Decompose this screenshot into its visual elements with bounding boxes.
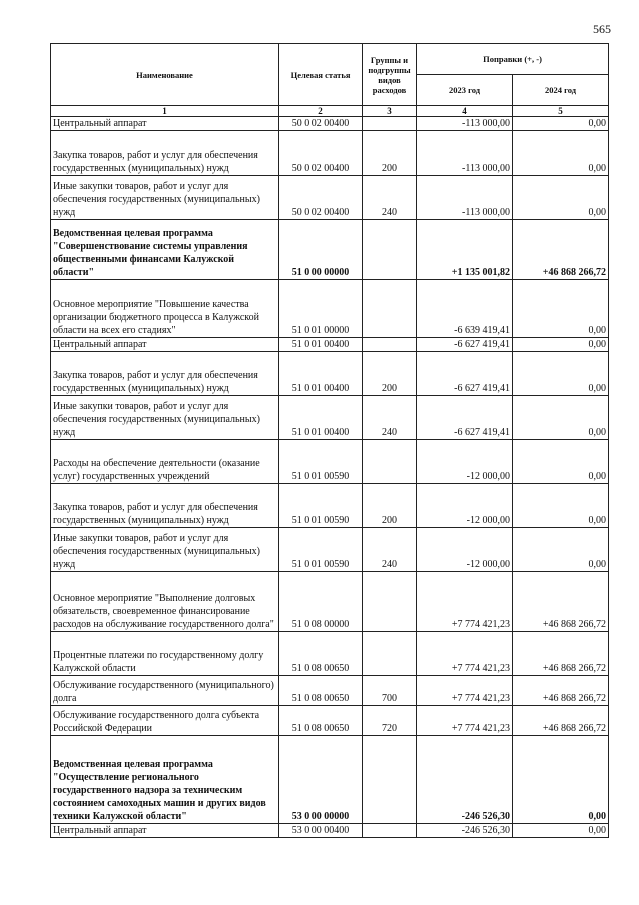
row-group <box>363 117 417 131</box>
row-name: Обслуживание государственного (муниципального) долга <box>51 676 279 706</box>
row-target-code: 50 0 02 00400 <box>279 131 363 176</box>
row-name: Центральный аппарат <box>51 117 279 131</box>
row-group <box>363 824 417 838</box>
row-amount-2023: -113 000,00 <box>417 176 513 220</box>
row-name: Ведомственная целевая программа "Осуществление регионального государственного надзора за техническим состоянием самоходных машин и других видов техники Калужской области" <box>51 736 279 824</box>
table-row <box>51 338 609 352</box>
table-row <box>51 440 609 484</box>
table-row <box>51 706 609 736</box>
row-name: Процентные платежи по государственному долгу Калужской области <box>51 632 279 676</box>
row-amount-2024: 0,00 <box>513 736 609 824</box>
row-amount-2024: 0,00 <box>513 352 609 396</box>
row-amount-2023: -12 000,00 <box>417 440 513 484</box>
column-number: 2 <box>279 106 363 117</box>
row-group <box>363 572 417 632</box>
row-target-code: 51 0 01 00590 <box>279 528 363 572</box>
table-row <box>51 280 609 338</box>
table-row <box>51 824 609 838</box>
row-name: Ведомственная целевая программа "Совершенствование системы управления общественными финансами Калужской области" <box>51 220 279 280</box>
row-amount-2023: -12 000,00 <box>417 484 513 528</box>
table-row <box>51 484 609 528</box>
table-row <box>51 352 609 396</box>
row-name: Центральный аппарат <box>51 824 279 838</box>
table-row <box>51 131 609 176</box>
row-amount-2023: -6 627 419,41 <box>417 352 513 396</box>
row-name: Основное мероприятие "Повышение качества организации бюджетного процесса в Калужской области на всех его стадиях" <box>51 280 279 338</box>
row-amount-2023: -6 627 419,41 <box>417 338 513 352</box>
row-group: 700 <box>363 676 417 706</box>
row-group <box>363 440 417 484</box>
row-group: 200 <box>363 352 417 396</box>
row-amount-2023: -246 526,30 <box>417 736 513 824</box>
column-number: 5 <box>513 106 609 117</box>
row-amount-2024: 0,00 <box>513 440 609 484</box>
row-group: 240 <box>363 176 417 220</box>
row-amount-2023: +7 774 421,23 <box>417 706 513 736</box>
row-target-code: 53 0 00 00000 <box>279 736 363 824</box>
row-amount-2024: 0,00 <box>513 176 609 220</box>
header-year-2024: 2024 год <box>513 75 609 106</box>
table-row <box>51 396 609 440</box>
column-number: 4 <box>417 106 513 117</box>
row-target-code: 51 0 08 00650 <box>279 706 363 736</box>
budget-amendments-table <box>50 43 609 838</box>
row-target-code: 50 0 02 00400 <box>279 117 363 131</box>
row-amount-2023: -113 000,00 <box>417 117 513 131</box>
row-name: Основное мероприятие "Выполнение долговых обязательств, своевременное финансирование расходов на обслуживание государственного долга" <box>51 572 279 632</box>
row-amount-2024: +46 868 266,72 <box>513 706 609 736</box>
row-amount-2023: -246 526,30 <box>417 824 513 838</box>
row-target-code: 51 0 01 00590 <box>279 484 363 528</box>
row-target-code: 51 0 00 00000 <box>279 220 363 280</box>
row-group <box>363 338 417 352</box>
table-row <box>51 676 609 706</box>
row-target-code: 51 0 08 00000 <box>279 572 363 632</box>
row-name: Закупка товаров, работ и услуг для обеспечения государственных (муниципальных) нужд <box>51 484 279 528</box>
row-group <box>363 280 417 338</box>
table-row <box>51 736 609 824</box>
table-row <box>51 176 609 220</box>
row-target-code: 51 0 01 00400 <box>279 338 363 352</box>
row-target-code: 51 0 01 00000 <box>279 280 363 338</box>
row-name: Иные закупки товаров, работ и услуг для обеспечения государственных (муниципальных) нужд <box>51 176 279 220</box>
row-target-code: 51 0 01 00590 <box>279 440 363 484</box>
row-target-code: 50 0 02 00400 <box>279 176 363 220</box>
row-target-code: 51 0 01 00400 <box>279 352 363 396</box>
column-number: 1 <box>51 106 279 117</box>
row-group: 720 <box>363 706 417 736</box>
row-name: Закупка товаров, работ и услуг для обеспечения государственных (муниципальных) нужд <box>51 131 279 176</box>
row-amount-2024: 0,00 <box>513 824 609 838</box>
row-amount-2024: +46 868 266,72 <box>513 572 609 632</box>
column-number-row <box>51 106 609 117</box>
row-amount-2023: -6 627 419,41 <box>417 396 513 440</box>
row-amount-2023: +1 135 001,82 <box>417 220 513 280</box>
row-group <box>363 736 417 824</box>
row-amount-2024: 0,00 <box>513 131 609 176</box>
header-amendments: Поправки (+, -) <box>417 44 609 75</box>
table-row <box>51 528 609 572</box>
row-group: 200 <box>363 484 417 528</box>
row-amount-2024: +46 868 266,72 <box>513 632 609 676</box>
row-amount-2023: +7 774 421,23 <box>417 632 513 676</box>
header-target-article: Целевая статья <box>279 44 363 106</box>
row-target-code: 51 0 08 00650 <box>279 632 363 676</box>
row-name: Закупка товаров, работ и услуг для обеспечения государственных (муниципальных) нужд <box>51 352 279 396</box>
row-amount-2024: +46 868 266,72 <box>513 676 609 706</box>
row-group: 240 <box>363 528 417 572</box>
table-row <box>51 220 609 280</box>
row-name: Обслуживание государственного долга субъекта Российской Федерации <box>51 706 279 736</box>
header-name: Наименование <box>51 44 279 106</box>
header-year-2023: 2023 год <box>417 75 513 106</box>
row-target-code: 53 0 00 00400 <box>279 824 363 838</box>
row-target-code: 51 0 01 00400 <box>279 396 363 440</box>
table-row <box>51 572 609 632</box>
row-amount-2023: -113 000,00 <box>417 131 513 176</box>
row-group: 240 <box>363 396 417 440</box>
row-amount-2023: -12 000,00 <box>417 528 513 572</box>
row-name: Центральный аппарат <box>51 338 279 352</box>
page-number: 565 <box>593 22 611 36</box>
row-amount-2023: -6 639 419,41 <box>417 280 513 338</box>
row-name: Иные закупки товаров, работ и услуг для обеспечения государственных (муниципальных) нужд <box>51 528 279 572</box>
table-row <box>51 117 609 131</box>
column-number: 3 <box>363 106 417 117</box>
row-amount-2023: +7 774 421,23 <box>417 572 513 632</box>
row-amount-2024: 0,00 <box>513 528 609 572</box>
row-amount-2024: 0,00 <box>513 117 609 131</box>
row-name: Иные закупки товаров, работ и услуг для обеспечения государственных (муниципальных) нужд <box>51 396 279 440</box>
row-amount-2024: 0,00 <box>513 338 609 352</box>
row-amount-2024: 0,00 <box>513 280 609 338</box>
row-amount-2023: +7 774 421,23 <box>417 676 513 706</box>
row-group <box>363 220 417 280</box>
row-group <box>363 632 417 676</box>
table-row <box>51 632 609 676</box>
row-amount-2024: 0,00 <box>513 484 609 528</box>
row-target-code: 51 0 08 00650 <box>279 676 363 706</box>
row-amount-2024: +46 868 266,72 <box>513 220 609 280</box>
row-group: 200 <box>363 131 417 176</box>
header-expense-groups: Группы и подгруппы видов расходов <box>363 44 417 106</box>
row-name: Расходы на обеспечение деятельности (оказание услуг) государственных учреждений <box>51 440 279 484</box>
row-amount-2024: 0,00 <box>513 396 609 440</box>
